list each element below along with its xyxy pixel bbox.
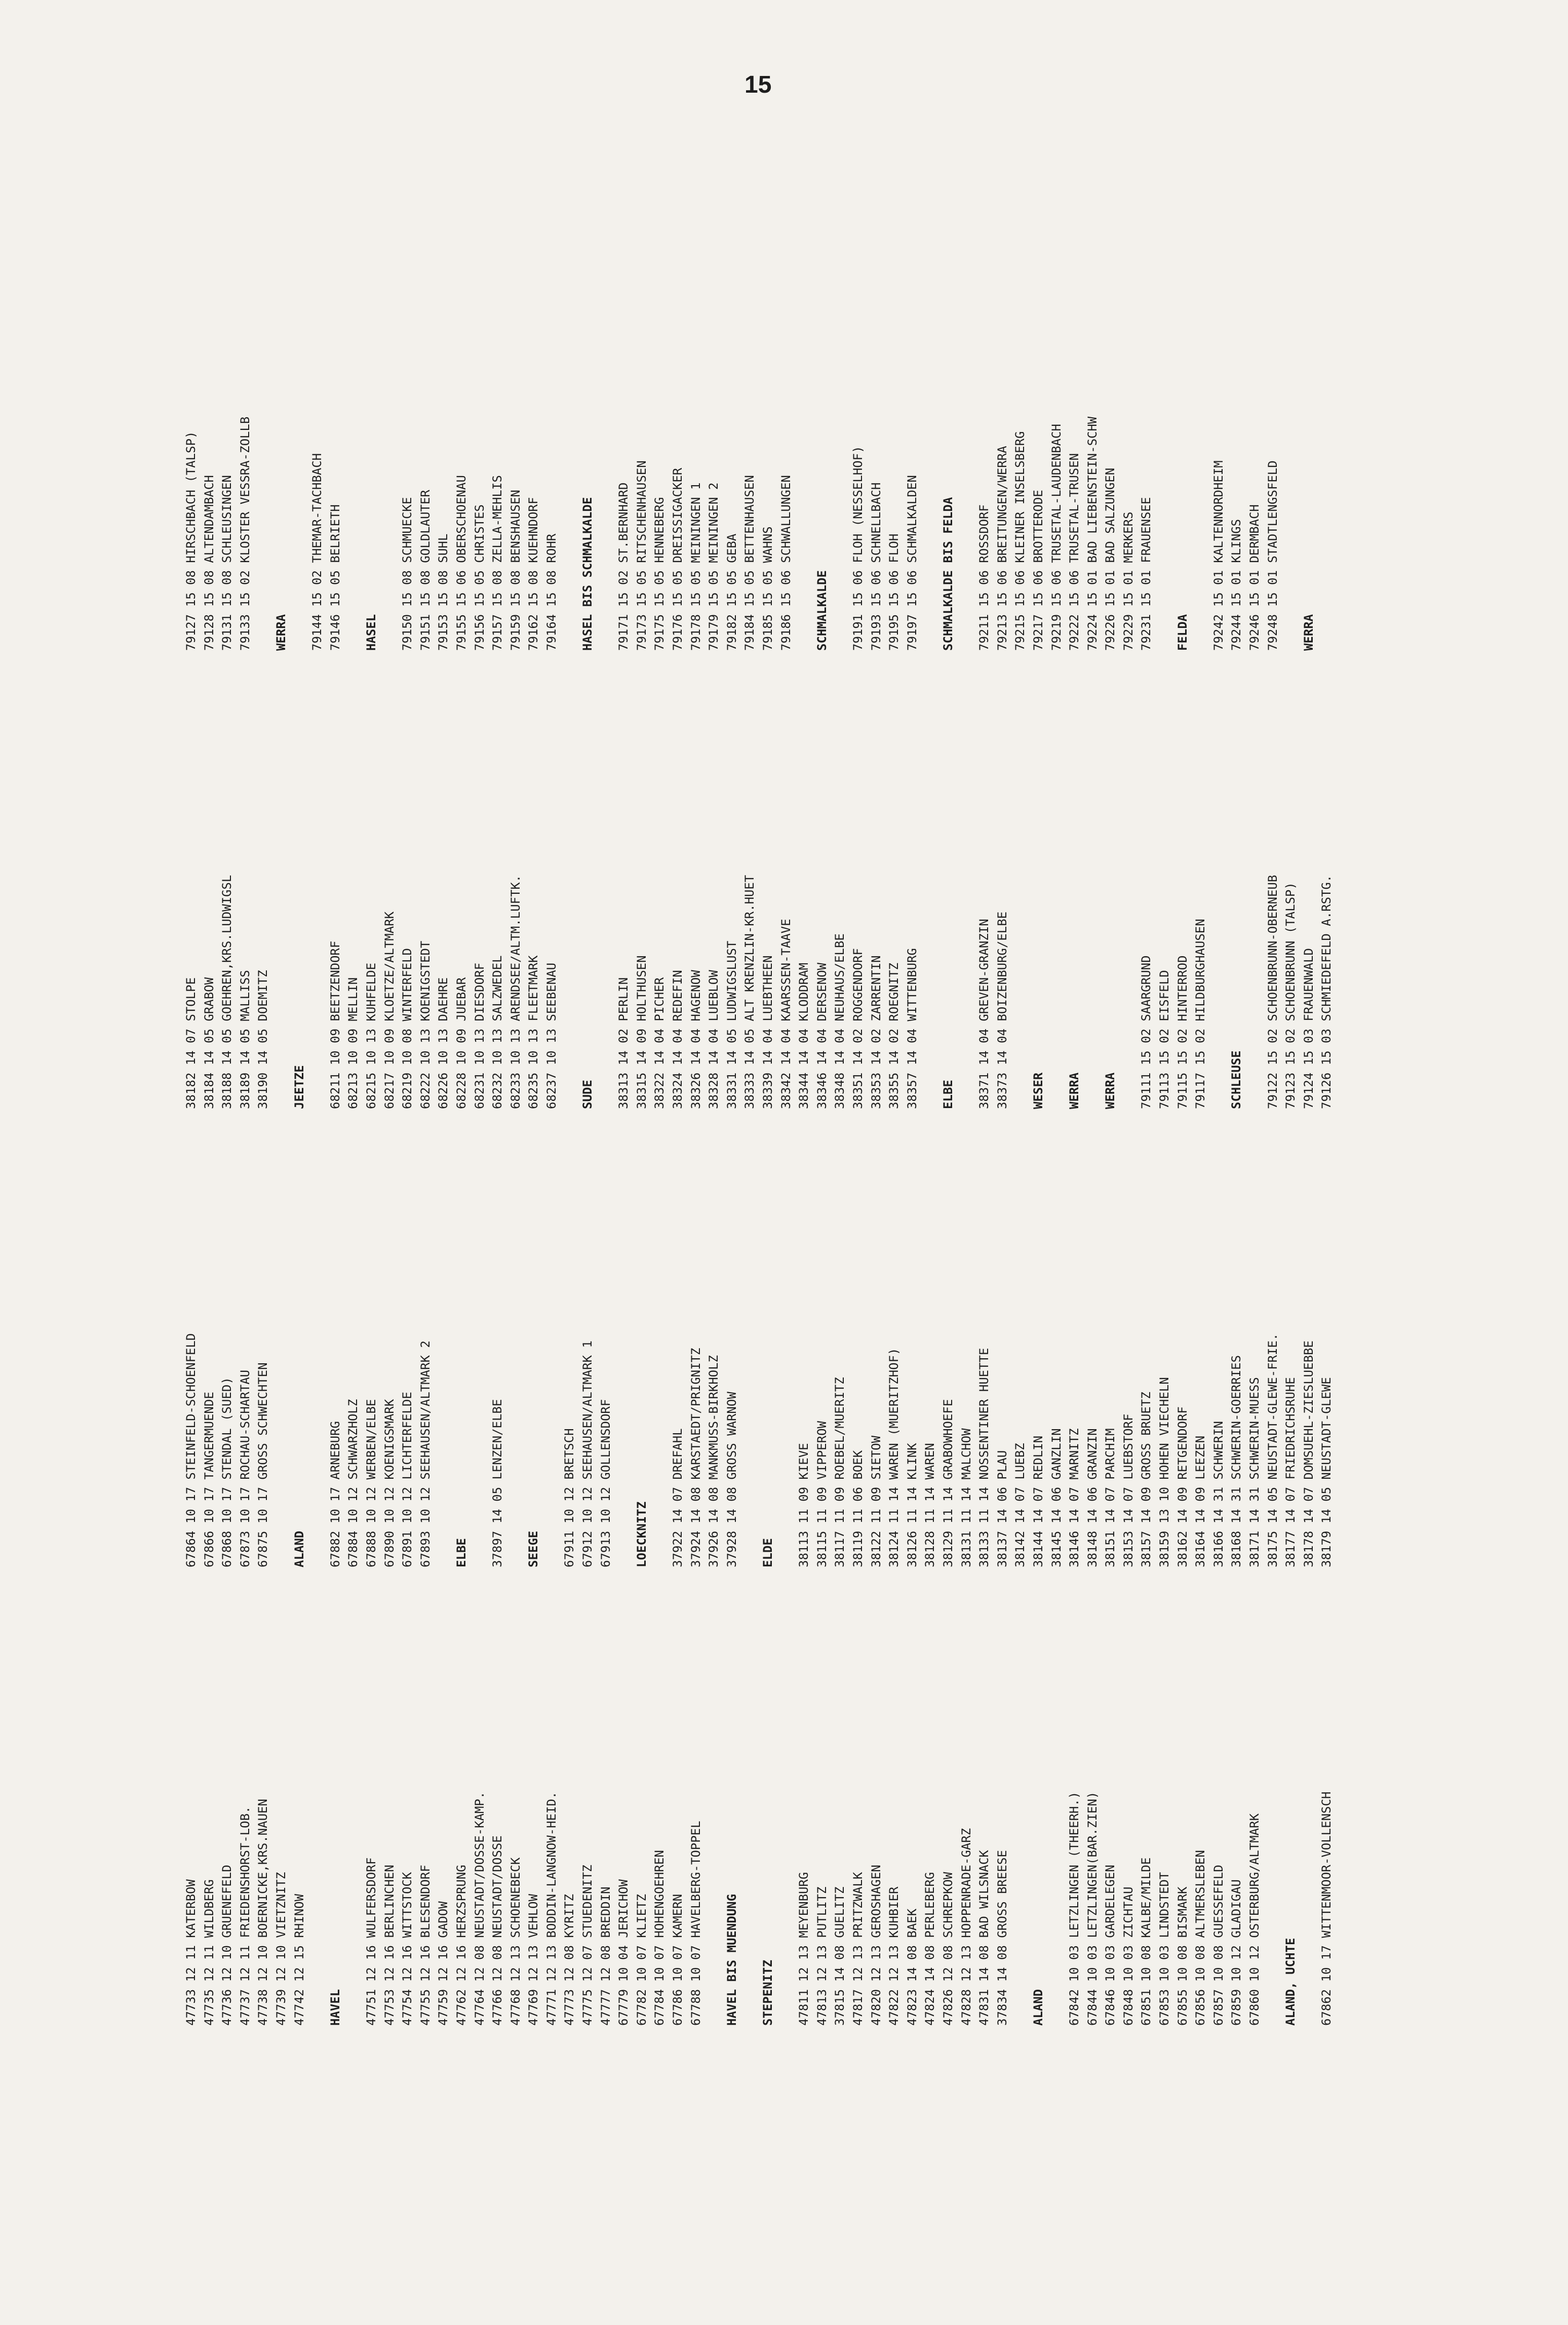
- station-entry: 47771 12 13 BODDIN-LANGNOW-HEID.: [544, 1791, 559, 2026]
- station-entry: 38339 14 04 LUEBTHEEN: [761, 955, 775, 1109]
- station-entry: 68217 10 09 KLOETZE/ALTMARK: [382, 911, 397, 1109]
- station-entry: 67859 10 12 GLADIGAU: [1229, 1879, 1244, 2026]
- blank-line: [1210, 663, 1228, 1109]
- station-entry: 38151 14 07 PARCHIM: [1103, 1428, 1118, 1567]
- station-entry: 67779 10 04 JERICHOW: [616, 1879, 631, 2026]
- river-section-heading: FELDA: [1175, 614, 1190, 651]
- station-entry: 67864 10 17 STEINFELD-SCHOENFELD: [184, 1333, 198, 1567]
- station-entry: 37815 14 08 GUELITZ: [833, 1886, 847, 2026]
- station-entry: 47773 12 08 KYRITZ: [562, 1894, 577, 2026]
- blank-line: [561, 663, 579, 1109]
- station-entry: 38184 14 05 GRABOW: [202, 977, 216, 1109]
- station-entry: 68213 10 09 MELLIN: [346, 977, 361, 1109]
- station-entry: 47736 12 10 GRUENEFELD: [220, 1865, 234, 2026]
- station-entry: 38373 14 04 BOIZENBURG/ELBE: [995, 911, 1009, 1109]
- station-entry: 37926 14 08 MANKMUSS-BIRKHOLZ: [707, 1355, 721, 1567]
- station-entry: 38342 14 04 KAARSSEN-TAAVE: [778, 919, 793, 1109]
- blank-line: [1192, 205, 1210, 651]
- station-entry: 47828 12 13 HOPPENRADE-GARZ: [959, 1828, 973, 2026]
- station-entry: 67853 10 03 LINDSTEDT: [1157, 1872, 1172, 2026]
- station-entry: 67890 10 12 KOENIGSMARK: [382, 1399, 397, 1567]
- blank-line: [1156, 205, 1174, 651]
- station-entry: 79146 15 05 BELRIETH: [328, 504, 342, 651]
- station-entry: 38168 14 31 SCHWERIN-GOERRIES: [1229, 1355, 1244, 1567]
- station-entry: 38188 14 05 GOEHREN,KRS.LUDWIGSL: [220, 875, 234, 1109]
- station-entry: 38129 11 14 GRABOWHOEFE: [940, 1399, 955, 1567]
- station-entry: 38371 14 04 GREVEN-GRANZIN: [977, 919, 992, 1109]
- station-entry: 67862 10 17 WITTENMOOR-VOLLENSCH: [1319, 1791, 1334, 2026]
- station-entry: 79213 15 06 BREITUNGEN/WERRA: [995, 446, 1009, 651]
- blank-line: [958, 663, 976, 1109]
- station-entry: 79113 15 02 EISFELD: [1157, 970, 1172, 1109]
- station-entry: 38146 14 07 MARNITZ: [1067, 1428, 1082, 1567]
- station-entry: 38348 14 04 NEUHAUS/ELBE: [833, 933, 847, 1109]
- station-entry: 38144 14 07 REDLIN: [1031, 1435, 1045, 1567]
- blank-line: [381, 205, 399, 651]
- station-entry: 67846 10 03 GARDELEGEN: [1103, 1865, 1118, 2026]
- station-entry: 37928 14 08 GROSS WARNOW: [724, 1392, 739, 1567]
- station-entry: 79182 15 05 GEBA: [724, 533, 739, 651]
- station-entry: 47823 14 08 BAEK: [905, 1908, 919, 2026]
- station-entry: 79124 15 03 FRAUENWALD: [1301, 948, 1316, 1109]
- station-entry: 68231 10 13 DIESDORF: [472, 963, 487, 1109]
- blank-line: [597, 663, 615, 1109]
- station-entry: 47762 12 16 HERZSPRUNG: [454, 1865, 468, 2026]
- station-entry: 38175 14 05 NEUSTADT-GLEWE-FRIE.: [1265, 1333, 1280, 1567]
- blank-line: [597, 205, 615, 651]
- blank-line: [1120, 663, 1138, 1109]
- station-entry: 38178 14 07 DOMSUEHL-ZIESLUEBBE: [1301, 1341, 1316, 1567]
- station-entry: 47737 12 11 FRIEDENSHORST-LOB.: [238, 1806, 252, 2026]
- station-entry: 79219 15 06 TRUSETAL-LAUDENBACH: [1049, 424, 1064, 651]
- river-section-heading: WERRA: [273, 614, 288, 651]
- station-entry: 68235 10 13 FLEETMARK: [526, 955, 541, 1109]
- station-entry: 38190 14 05 DOEMITZ: [256, 970, 270, 1109]
- station-listing: [182, 203, 1423, 2026]
- listing-column-2: [182, 1122, 1336, 1567]
- station-entry: 38166 14 31 SCHWERIN: [1211, 1421, 1226, 1567]
- station-entry: 38113 11 09 KIEVE: [797, 1443, 811, 1567]
- station-entry: 47769 12 13 VEHLOW: [526, 1894, 541, 2026]
- station-entry: 38189 14 05 MALLISS: [238, 970, 252, 1109]
- river-section-heading: HAVEL BIS MUENDUNG: [724, 1894, 739, 2026]
- blank-line: [921, 663, 939, 1109]
- station-entry: 47739 12 10 VIETZNITZ: [273, 1872, 288, 2026]
- station-entry: 79186 15 06 SCHWALLUNGEN: [778, 475, 793, 651]
- blank-line: [561, 205, 579, 651]
- river-section-heading: SCHMALKALDE BIS FELDA: [940, 497, 955, 651]
- river-section-heading: STEPENITZ: [761, 1959, 775, 2026]
- station-entry: 38124 11 14 WAREN (MUERITZHOF): [887, 1348, 901, 1567]
- river-section-heading: ELDE: [761, 1538, 775, 1567]
- station-entry: 38351 14 02 ROGGENDORF: [850, 948, 865, 1109]
- station-entry: 67851 10 08 KALBE/MILDE: [1139, 1857, 1154, 2026]
- station-entry: 38344 14 04 KLODDRAM: [797, 963, 811, 1109]
- station-entry: 68237 10 13 SEEBENAU: [544, 963, 559, 1109]
- river-section-heading: ALAND: [1031, 1989, 1045, 2026]
- station-entry: 38164 14 09 LEEZEN: [1193, 1435, 1208, 1567]
- blank-line: [741, 1122, 759, 1567]
- station-entry: 79159 15 08 BENSHAUSEN: [508, 490, 523, 651]
- station-entry: 79242 15 01 KALTENNORDHEIM: [1211, 460, 1226, 651]
- station-entry: 68219 10 08 WINTERFELD: [400, 948, 415, 1109]
- blank-line: [795, 205, 813, 651]
- blank-line: [1011, 1580, 1030, 2026]
- blank-line: [1300, 1580, 1318, 2026]
- station-entry: 47751 12 16 WULFERSDORF: [364, 1857, 378, 2026]
- station-entry: 67875 10 17 GROSS SCHWECHTEN: [256, 1362, 270, 1567]
- blank-line: [308, 663, 327, 1109]
- station-entry: 79131 15 08 SCHLEUSINGEN: [220, 475, 234, 651]
- station-entry: 79155 15 06 OBERSCHOENAU: [454, 475, 468, 651]
- station-entry: 37924 14 08 KARSTAEDT/PRIGNITZ: [688, 1348, 703, 1567]
- station-entry: 79231 15 01 FRAUENSEE: [1139, 497, 1154, 651]
- station-entry: 68215 10 13 KUHFELDE: [364, 963, 378, 1109]
- station-entry: 37922 14 07 DREFAHL: [671, 1428, 685, 1567]
- station-entry: 79195 15 06 FLOH: [887, 533, 901, 651]
- station-entry: 67868 10 17 STENDAL (SUED): [220, 1377, 234, 1567]
- station-entry: 47777 12 08 BREDDIN: [598, 1886, 613, 2026]
- blank-line: [543, 1122, 561, 1567]
- station-entry: 79164 15 08 ROHR: [544, 533, 559, 651]
- river-section-heading: ELBE: [454, 1538, 468, 1567]
- station-entry: 47817 12 13 PRITZWALK: [850, 1872, 865, 2026]
- river-section-heading: ALAND, UCHTE: [1283, 1938, 1298, 2026]
- station-entry: 38117 11 09 ROEBEL/MUERITZ: [833, 1377, 847, 1567]
- station-entry: 79193 15 06 SCHNELLBACH: [869, 482, 883, 651]
- station-entry: 47742 12 15 RHINOW: [292, 1894, 306, 2026]
- station-entry: 67788 10 07 HAVELBERG-TOPPEL: [688, 1821, 703, 2026]
- station-entry: 79123 15 02 SCHOENBRUNN (TALSP): [1283, 882, 1298, 1109]
- station-entry: 47766 12 08 NEUSTADT/DOSSE: [490, 1835, 505, 2026]
- blank-line: [291, 205, 309, 651]
- station-entry: 38126 11 14 KLINK: [905, 1443, 919, 1567]
- blank-line: [1282, 205, 1300, 651]
- station-entry: 38119 11 06 BOEK: [850, 1450, 865, 1567]
- station-entry: 67842 10 03 LETZLINGEN (THEERH.): [1067, 1791, 1082, 2026]
- station-entry: 67873 10 17 ROCHAU-SCHARTAU: [238, 1369, 252, 1567]
- station-entry: 38355 14 02 ROEGNITZ: [887, 963, 901, 1109]
- station-entry: 79126 15 03 SCHMIEDEFELD A.RSTG.: [1319, 875, 1334, 1109]
- blank-line: [1048, 663, 1066, 1109]
- station-entry: 67848 10 03 ZICHTAU: [1121, 1886, 1135, 2026]
- station-entry: 37897 14 05 LENZEN/ELBE: [490, 1399, 505, 1567]
- blank-line: [1264, 1580, 1282, 2026]
- station-entry: 79162 15 08 KUEHNDORF: [526, 497, 541, 651]
- station-entry: 38353 14 02 ZARRENTIN: [869, 955, 883, 1109]
- station-entry: 38326 14 04 HAGENOW: [688, 970, 703, 1109]
- station-entry: 38157 14 09 GROSS BRUETZ: [1139, 1392, 1154, 1567]
- station-entry: 67912 10 12 SEEHAUSEN/ALTMARK 1: [580, 1341, 595, 1567]
- station-entry: 37834 14 08 GROSS BREESE: [995, 1850, 1009, 2026]
- station-entry: 67784 10 07 HOHENGOEHREN: [652, 1850, 667, 2026]
- station-entry: 38328 14 04 LUEBLOW: [707, 970, 721, 1109]
- station-entry: 79244 15 01 KLINGS: [1229, 519, 1244, 651]
- station-entry: 67844 10 03 LETZLINGEN(BAR.ZIEN): [1085, 1791, 1100, 2026]
- station-entry: 47753 12 16 BERLINCHEN: [382, 1865, 397, 2026]
- blank-line: [777, 1122, 796, 1567]
- station-entry: 38162 14 09 RETGENDORF: [1175, 1406, 1190, 1567]
- station-entry: 79191 15 06 FLOH (NESSELHOF): [850, 446, 865, 651]
- station-entry: 38357 14 04 WITTENBURG: [905, 948, 919, 1109]
- station-entry: 79144 15 02 THEMAR-TACHBACH: [310, 453, 325, 651]
- river-section-heading: ELBE: [940, 1080, 955, 1109]
- station-entry: 67860 10 12 OSTERBURG/ALTMARK: [1247, 1813, 1262, 2026]
- blank-line: [958, 205, 976, 651]
- station-entry: 38131 11 14 MALCHOW: [959, 1428, 973, 1567]
- station-entry: 38142 14 07 LUEBZ: [1013, 1443, 1028, 1567]
- station-entry: 38115 11 09 VIPPEROW: [814, 1421, 829, 1567]
- station-entry: 47759 12 16 GADOW: [436, 1901, 451, 2026]
- river-section-heading: HASEL: [364, 614, 378, 651]
- station-entry: 79153 15 08 SUHL: [436, 533, 451, 651]
- station-entry: 79217 15 06 BROTTERODE: [1031, 490, 1045, 651]
- station-entry: 67786 10 07 KAMERN: [671, 1894, 685, 2026]
- station-entry: 38128 11 14 WAREN: [923, 1443, 937, 1567]
- station-entry: 38182 14 07 STOLPE: [184, 977, 198, 1109]
- station-entry: 67913 10 12 GOLLENSDORF: [598, 1399, 613, 1567]
- station-entry: 79127 15 08 HIRSCHBACH (TALSP): [184, 431, 198, 651]
- station-entry: 79156 15 05 CHRISTES: [472, 504, 487, 651]
- station-entry: 47735 12 11 WILDBERG: [202, 1879, 216, 2026]
- station-entry: 38331 14 05 LUDWIGSLUST: [724, 940, 739, 1109]
- station-entry: 79175 15 05 HENNEBERG: [652, 497, 667, 651]
- station-entry: 38148 14 06 GRANZIN: [1085, 1428, 1100, 1567]
- station-entry: 47768 12 13 SCHOENEBECK: [508, 1857, 523, 2026]
- blank-line: [705, 1580, 723, 2026]
- station-entry: 38333 14 05 ALT KRENZLIN-KR.HUET: [742, 875, 757, 1109]
- river-section-heading: SCHLEUSE: [1229, 1050, 1244, 1109]
- station-entry: 79215 15 06 KLEINER INSELSBERG: [1013, 431, 1028, 651]
- station-entry: 79151 15 08 GOLDLAUTER: [418, 490, 433, 651]
- station-entry: 67891 10 12 LICHTERFELDE: [400, 1392, 415, 1567]
- station-entry: 38346 14 04 DERSENOW: [814, 963, 829, 1109]
- station-entry: 47811 12 13 MEYENBURG: [797, 1872, 811, 2026]
- station-entry: 79178 15 05 MEININGEN 1: [688, 482, 703, 651]
- station-entry: 79246 15 01 DERMBACH: [1247, 504, 1262, 651]
- station-entry: 79224 15 01 BAD LIEBENSTEIN-SCHW: [1085, 416, 1100, 651]
- blank-line: [254, 205, 272, 651]
- station-entry: 79185 15 05 WAHNS: [761, 526, 775, 651]
- blank-line: [308, 1580, 327, 2026]
- blank-line: [777, 1580, 796, 2026]
- station-entry: 67866 10 17 TANGERMUENDE: [202, 1392, 216, 1567]
- station-entry: 79173 15 05 RITSCHENHAUSEN: [634, 460, 649, 651]
- blank-line: [921, 205, 939, 651]
- station-entry: 67893 10 12 SEEHAUSEN/ALTMARK 2: [418, 1341, 433, 1567]
- river-section-heading: ALAND: [292, 1530, 306, 1567]
- station-entry: 68211 10 09 BEETZENDORF: [328, 940, 342, 1109]
- station-entry: 68233 10 13 ARENDSEE/ALTM.LUFTK.: [508, 875, 523, 1109]
- station-entry: 67911 10 12 BRETSCH: [562, 1428, 577, 1567]
- blank-line: [272, 1122, 291, 1567]
- station-entry: 68222 10 13 KOENIGSTEDT: [418, 940, 433, 1109]
- station-entry: 47824 14 08 PERLEBERG: [923, 1872, 937, 2026]
- station-entry: 68228 10 09 JUEBAR: [454, 977, 468, 1109]
- station-entry: 38153 14 07 LUEBSTORF: [1121, 1413, 1135, 1567]
- station-entry: 79229 15 01 MERKERS: [1121, 511, 1135, 651]
- station-entry: 79117 15 02 HILDBURGHAUSEN: [1193, 919, 1208, 1109]
- station-entry: 47820 12 13 GEROSHAGEN: [869, 1865, 883, 2026]
- station-entry: 38315 14 09 HOLTHUSEN: [634, 955, 649, 1109]
- station-entry: 67782 10 07 KLIETZ: [634, 1894, 649, 2026]
- blank-line: [435, 1122, 453, 1567]
- blank-line: [651, 1122, 669, 1567]
- river-section-heading: LOECKNITZ: [634, 1501, 649, 1567]
- station-entry: 47755 12 16 BLESENDORF: [418, 1865, 433, 2026]
- station-entry: 38313 14 02 PERLIN: [616, 977, 631, 1109]
- listing-column-4: [182, 205, 1318, 651]
- station-entry: 38171 14 31 SCHWERIN-MUESS: [1247, 1377, 1262, 1567]
- station-entry: 68226 10 13 DAEHRE: [436, 977, 451, 1109]
- station-entry: 79171 15 02 ST.BERNHARD: [616, 482, 631, 651]
- station-entry: 67888 10 12 WERBEN/ELBE: [364, 1399, 378, 1567]
- station-entry: 47831 14 08 BAD WILSNACK: [977, 1850, 992, 2026]
- station-entry: 79197 15 06 SCHMALKALDEN: [905, 475, 919, 651]
- station-entry: 79248 15 01 STADTLENGSFELD: [1265, 460, 1280, 651]
- station-entry: 38177 14 07 FRIEDRICHSRUHE: [1283, 1377, 1298, 1567]
- river-section-heading: JEETZE: [292, 1065, 306, 1109]
- station-entry: 47822 12 13 KUHBIER: [887, 1886, 901, 2026]
- station-entry: 38122 11 09 SIETOW: [869, 1435, 883, 1567]
- station-entry: 67855 10 08 BISMARK: [1175, 1886, 1190, 2026]
- river-section-heading: WERRA: [1103, 1072, 1118, 1109]
- river-section-heading: SCHMALKALDE: [814, 570, 829, 651]
- station-entry: 79115 15 02 HINTERROD: [1175, 955, 1190, 1109]
- station-entry: 38324 14 04 REDEFIN: [671, 970, 685, 1109]
- station-entry: 47826 12 08 SCHREPKOW: [940, 1872, 955, 2026]
- station-entry: 68232 10 13 SALZWEDEL: [490, 955, 505, 1109]
- station-entry: 38322 14 04 PICHER: [652, 977, 667, 1109]
- blank-line: [1084, 663, 1102, 1109]
- station-entry: 79111 15 02 SAARGRUND: [1139, 955, 1154, 1109]
- station-entry: 79179 15 05 MEININGEN 2: [707, 482, 721, 651]
- blank-line: [344, 205, 363, 651]
- station-entry: 47813 12 13 PUTLITZ: [814, 1886, 829, 2026]
- blank-line: [471, 1122, 489, 1567]
- station-entry: 67856 10 08 ALTMERSLEBEN: [1193, 1850, 1208, 2026]
- river-section-heading: WERRA: [1301, 614, 1316, 651]
- river-section-heading: HASEL BIS SCHMALKALDE: [580, 497, 595, 651]
- station-entry: 38159 13 10 HOHEN VIECHELN: [1157, 1377, 1172, 1567]
- station-entry: 79128 15 08 ALTENDAMBACH: [202, 475, 216, 651]
- station-entry: 79150 15 08 SCHMUECKE: [400, 497, 415, 651]
- river-section-heading: HAVEL: [328, 1989, 342, 2026]
- station-entry: 47754 12 16 WITTSTOCK: [400, 1872, 415, 2026]
- blank-line: [741, 1580, 759, 2026]
- station-entry: 79184 15 05 BETTENHAUSEN: [742, 475, 757, 651]
- river-section-heading: WESER: [1031, 1072, 1045, 1109]
- station-entry: 38179 14 05 NEUSTADT-GLEWE: [1319, 1377, 1334, 1567]
- blank-line: [1048, 1580, 1066, 2026]
- river-section-heading: WERRA: [1067, 1072, 1082, 1109]
- station-entry: 79226 15 01 BAD SALZUNGEN: [1103, 467, 1118, 651]
- station-entry: 79133 15 02 KLOSTER VESSRA-ZOLLB: [238, 416, 252, 651]
- station-entry: 38145 14 06 GANZLIN: [1049, 1428, 1064, 1567]
- river-section-heading: SEEGE: [526, 1530, 541, 1567]
- station-entry: 79211 15 06 ROSSDORF: [977, 504, 992, 651]
- page-number: 15: [744, 71, 772, 98]
- station-entry: 47764 12 08 NEUSTADT/DOSSE-KAMP.: [472, 1791, 487, 2026]
- blank-line: [831, 205, 849, 651]
- blank-line: [272, 663, 291, 1109]
- blank-line: [507, 1122, 525, 1567]
- listing-column-3: [182, 663, 1336, 1109]
- station-entry: 79176 15 05 DREISSIGACKER: [671, 467, 685, 651]
- station-entry: 38133 11 14 NOSSENTINER HUETTE: [977, 1348, 992, 1567]
- listing-column-1: [182, 1580, 1336, 2026]
- blank-line: [615, 1122, 633, 1567]
- station-entry: 47733 12 11 KATERBOW: [184, 1879, 198, 2026]
- station-entry: 38137 14 06 PLAU: [995, 1450, 1009, 1567]
- blank-line: [1246, 663, 1264, 1109]
- station-entry: 67857 10 08 GUESSEFELD: [1211, 1865, 1226, 2026]
- station-entry: 79157 15 08 ZELLA-MEHLIS: [490, 475, 505, 651]
- station-entry: 47738 12 10 BOERNICKE,KRS.NAUEN: [256, 1799, 270, 2026]
- station-entry: 47775 12 07 STUEDENITZ: [580, 1865, 595, 2026]
- station-entry: 67882 10 17 ARNEBURG: [328, 1421, 342, 1567]
- river-section-heading: SUDE: [580, 1080, 595, 1109]
- blank-line: [308, 1122, 327, 1567]
- blank-line: [344, 1580, 363, 2026]
- station-entry: 79222 15 06 TRUSETAL-TRUSEN: [1067, 453, 1082, 651]
- blank-line: [1011, 663, 1030, 1109]
- station-entry: 67884 10 12 SCHWARZHOLZ: [346, 1399, 361, 1567]
- station-entry: 79122 15 02 SCHOENBRUNN-OBERNEUB: [1265, 875, 1280, 1109]
